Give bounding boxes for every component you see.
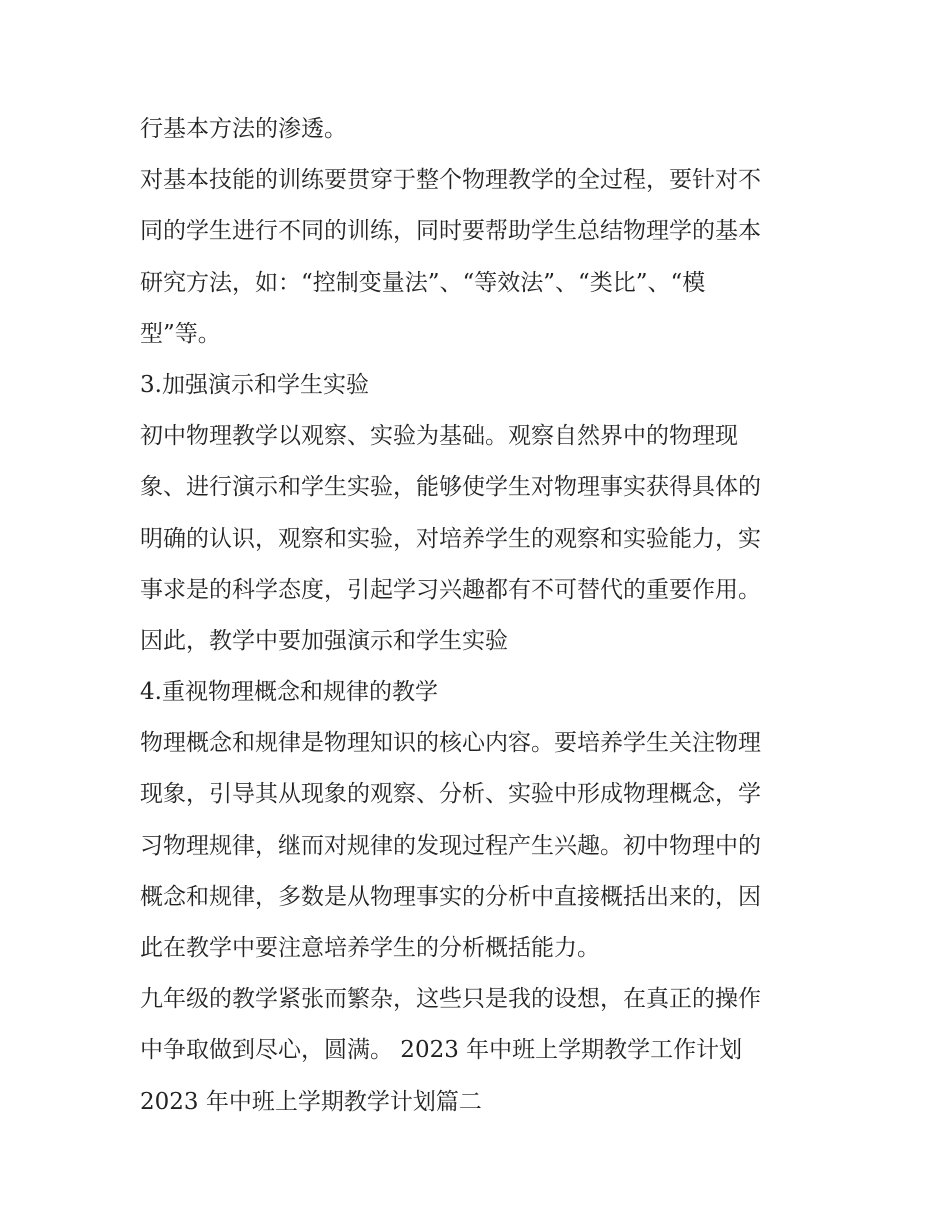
text-line: 现象，引导其从现象的观察、分析、实验中形成物理概念，学 <box>140 781 761 808</box>
body-text <box>140 104 812 1128</box>
text-line: 型”等。 <box>140 320 221 347</box>
text-line: 明确的认识，观察和实验，对培养学生的观察和实验能力，实 <box>140 525 761 552</box>
text-line: 同的学生进行不同的训练，同时要帮助学生总结物理学的基本 <box>140 218 761 245</box>
text-line: 象、进行演示和学生实验，能够使学生对物理事实获得具体的 <box>140 474 761 501</box>
text-line: 物理概念和规律是物理知识的核心内容。要培养学生关注物理 <box>140 730 761 757</box>
text-line: 因此，教学中要加强演示和学生实验 <box>140 627 508 654</box>
section-heading: 3.加强演示和学生实验 <box>140 371 369 398</box>
text-line: 概念和规律，多数是从物理事实的分析中直接概括出来的，因 <box>140 883 761 910</box>
text-line: 初中物理教学以观察、实验为基础。观察自然界中的物理现 <box>140 423 738 450</box>
text-line: 中争取做到尽心，圆满。 2023 年中班上学期教学工作计划 <box>140 1037 743 1064</box>
text-line: 此在教学中要注意培养学生的分析概括能力。 <box>140 935 600 961</box>
text-line: 九年级的教学紧张而繁杂，这些只是我的设想，在真正的操作 <box>140 986 761 1013</box>
text-line: 对基本技能的训练要贯穿于整个物理教学的全过程，要针对不 <box>140 167 761 194</box>
text-line: 事求是的科学态度，引起学习兴趣都有不可替代的重要作用。 <box>140 576 761 603</box>
text-line: 研究方法，如：“控制变量法”、“等效法”、“类比”、“模 <box>140 269 706 296</box>
text-line: 2023 年中班上学期教学计划篇二 <box>140 1088 482 1115</box>
text-line: 习物理规律，继而对规律的发现过程产生兴趣。初中物理中的 <box>140 832 761 859</box>
section-heading: 4.重视物理概念和规律的教学 <box>140 679 438 706</box>
text-line: 行基本方法的渗透。 <box>140 116 347 142</box>
